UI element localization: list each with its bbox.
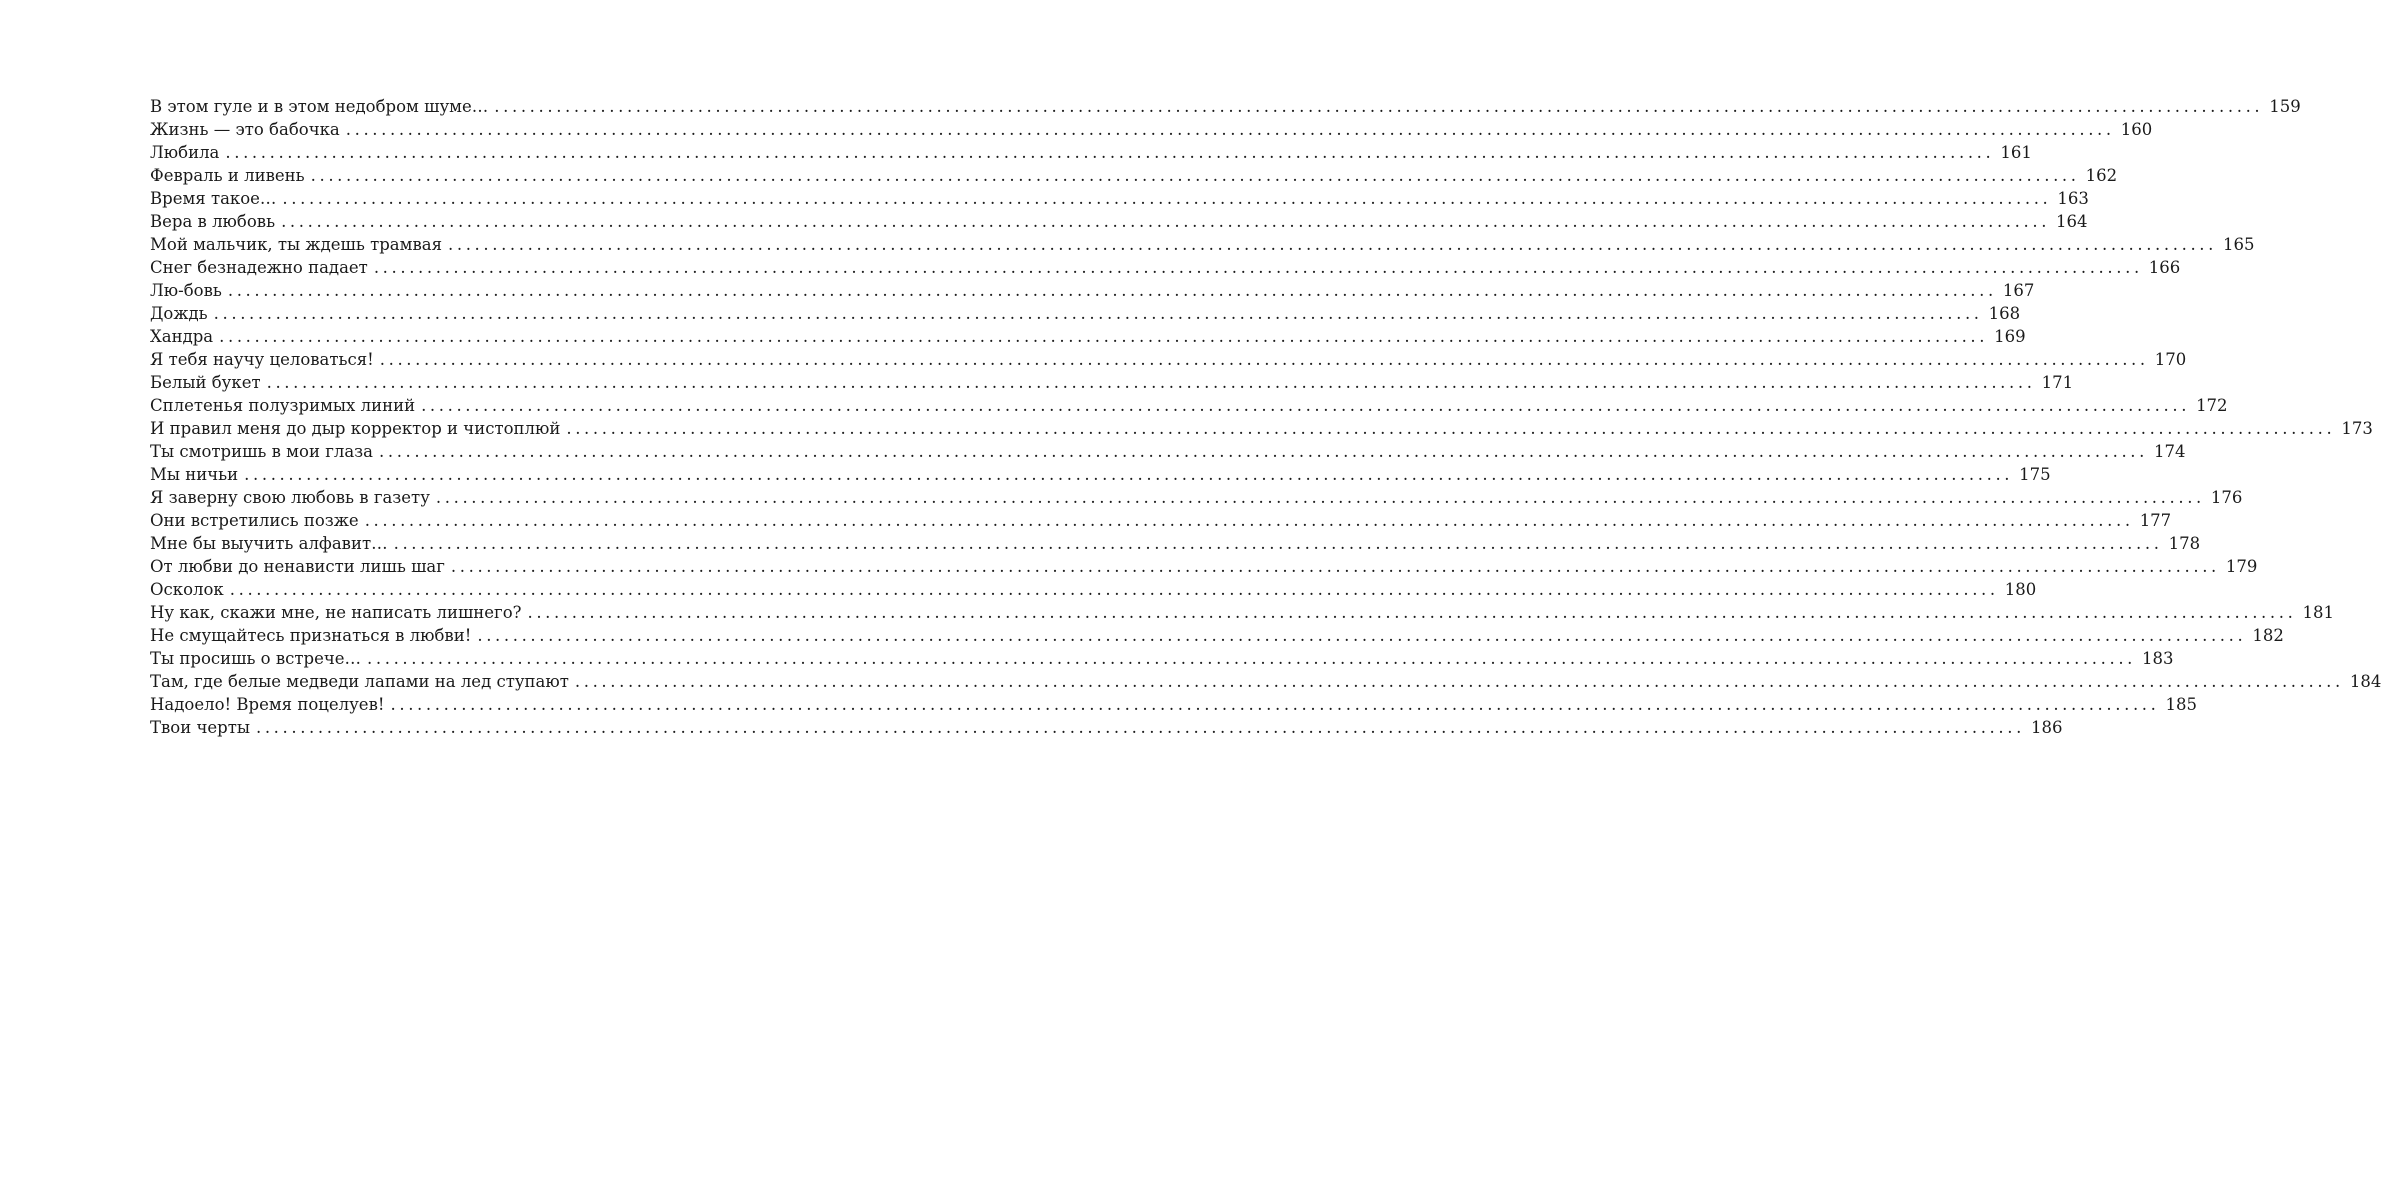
toc-entry-title: Твои черты (150, 718, 250, 737)
toc-entry-page-number: 164 (2056, 212, 2088, 231)
toc-entry-page-number: 175 (2019, 465, 2051, 484)
toc-dot-leader: ........................................................................................................................................................................................................ (477, 626, 2247, 645)
toc-entry-title: Надоело! Время поцелуев! (150, 695, 385, 714)
toc-dot-leader: ........................................................................................................................................................................................................ (373, 258, 2143, 277)
toc-entry-page-number: 180 (2004, 580, 2037, 599)
toc-entry (150, 210, 2088, 233)
toc-entry-title: Ну как, скажи мне, не написать лишнего? (150, 603, 522, 622)
toc-entry (150, 302, 2021, 325)
toc-entry (150, 624, 2284, 647)
toc-entry-title: Белый букет (150, 373, 261, 392)
toc-dot-leader: ........................................................................................................................................................................................................ (527, 603, 2297, 622)
toc-entry (150, 371, 2074, 394)
toc-entry-title: И правил меня до дыр корректор и чистоплюй (150, 419, 561, 438)
toc-entry (150, 279, 2035, 302)
toc-entry-page-number: 176 (2210, 488, 2243, 507)
toc-entry-page-number: 186 (2030, 718, 2063, 737)
toc-dot-leader: ........................................................................................................................................................................................................ (281, 212, 2051, 231)
toc-entry-title: Дождь (150, 304, 208, 323)
toc-entry (150, 394, 2228, 417)
toc-entry-page-number: 179 (2225, 557, 2258, 576)
toc-dot-leader: ........................................................................................................................................................................................................ (227, 281, 1997, 300)
toc-entry (150, 578, 2037, 601)
toc-entry (150, 348, 2187, 371)
toc-entry-page-number: 170 (2154, 350, 2187, 369)
toc-dot-leader: ........................................................................................................................................................................................................ (379, 442, 2148, 461)
toc-entry-page-number: 171 (2041, 373, 2074, 392)
toc-entry (150, 325, 2026, 348)
table-of-contents (150, 95, 2381, 739)
toc-entry (150, 118, 2153, 141)
toc-dot-leader: ........................................................................................................................................................................................................ (390, 695, 2160, 714)
toc-dot-leader: ........................................................................................................................................................................................................ (345, 120, 2115, 139)
toc-entry-title: Не смущайтесь признаться в любви! (150, 626, 472, 645)
toc-dot-leader: ........................................................................................................................................................................................................ (266, 373, 2036, 392)
toc-dot-leader: ........................................................................................................................................................................................................ (219, 327, 1989, 346)
toc-entry-page-number: 166 (2148, 258, 2181, 277)
toc-entry-page-number: 160 (2120, 120, 2153, 139)
toc-entry-page-number: 169 (1994, 327, 2026, 346)
toc-entry-title: Февраль и ливень (150, 166, 305, 185)
toc-entry-title: Там, где белые медведи лапами на лед ступают (150, 672, 569, 691)
toc-entry-title: Я тебя научу целоваться! (150, 350, 374, 369)
toc-entry (150, 601, 2334, 624)
toc-entry-title: Лю-бовь (150, 281, 222, 300)
toc-entry-title: Осколок (150, 580, 224, 599)
toc-entry-title: Любила (150, 143, 220, 162)
toc-dot-leader: ........................................................................................................................................................................................................ (494, 97, 2264, 116)
toc-dot-leader: ........................................................................................................................................................................................................ (393, 534, 2163, 553)
toc-dot-leader: ........................................................................................................................................................................................................ (310, 166, 2080, 185)
toc-entry-title: Мне бы выучить алфавит… (150, 534, 388, 553)
toc-entry (150, 532, 2201, 555)
toc-dot-leader: ........................................................................................................................................................................................................ (255, 718, 2025, 737)
toc-entry-page-number: 182 (2252, 626, 2284, 645)
toc-entry (150, 509, 2172, 532)
toc-entry-title: Мой мальчик, ты ждешь трамвая (150, 235, 442, 254)
toc-entry (150, 440, 2186, 463)
toc-entry-title: Время такое… (150, 189, 277, 208)
toc-entry-page-number: 161 (2000, 143, 2032, 162)
toc-entry (150, 486, 2243, 509)
toc-entry-page-number: 185 (2165, 695, 2197, 714)
toc-entry-title: Ты просишь о встрече… (150, 649, 362, 668)
toc-dot-leader: ........................................................................................................................................................................................................ (435, 488, 2205, 507)
toc-entry (150, 647, 2174, 670)
toc-dot-leader: ........................................................................................................................................................................................................ (282, 189, 2052, 208)
toc-dot-leader: ........................................................................................................................................................................................................ (450, 557, 2220, 576)
toc-entry (150, 670, 2381, 693)
toc-dot-leader: ........................................................................................................................................................................................................ (379, 350, 2149, 369)
toc-dot-leader: ........................................................................................................................................................................................................ (367, 649, 2137, 668)
toc-entry-title: Снег безнадежно падает (150, 258, 368, 277)
toc-entry (150, 256, 2181, 279)
toc-dot-leader: ........................................................................................................................................................................................................ (574, 672, 2344, 691)
toc-dot-leader: ........................................................................................................................................................................................................ (566, 419, 2336, 438)
toc-entry-title: От любви до ненависти лишь шаг (150, 557, 445, 576)
toc-entry-title: Сплетенья полузримых линий (150, 396, 416, 415)
toc-entry (150, 693, 2197, 716)
toc-dot-leader: ........................................................................................................................................................................................................ (364, 511, 2134, 530)
toc-entry-title: Жизнь — это бабочка (150, 120, 340, 139)
toc-entry-page-number: 162 (2085, 166, 2118, 185)
toc-dot-leader: ........................................................................................................................................................................................................ (225, 143, 1995, 162)
toc-entry-page-number: 163 (2057, 189, 2089, 208)
toc-entry-title: Мы ничьи (150, 465, 239, 484)
toc-entry (150, 716, 2063, 739)
toc-entry (150, 164, 2118, 187)
toc-entry-page-number: 173 (2341, 419, 2373, 438)
toc-entry-page-number: 177 (2139, 511, 2172, 530)
toc-dot-leader: ........................................................................................................................................................................................................ (213, 304, 1983, 323)
toc-entry-page-number: 184 (2349, 672, 2381, 691)
toc-entry-page-number: 178 (2168, 534, 2201, 553)
toc-entry-page-number: 172 (2196, 396, 2228, 415)
toc-entry-page-number: 167 (2002, 281, 2035, 300)
toc-entry-page-number: 165 (2222, 235, 2255, 254)
toc-dot-leader: ........................................................................................................................................................................................................ (229, 580, 1999, 599)
toc-entry-page-number: 181 (2302, 603, 2334, 622)
toc-entry (150, 141, 2032, 164)
toc-dot-leader: ........................................................................................................................................................................................................ (448, 235, 2217, 254)
toc-entry-title: Они встретились позже (150, 511, 359, 530)
toc-entry-page-number: 159 (2269, 97, 2301, 116)
toc-entry-page-number: 168 (1988, 304, 2021, 323)
toc-entry-page-number: 174 (2153, 442, 2186, 461)
toc-entry-title: Ты смотришь в мои глаза (150, 442, 373, 461)
toc-entry (150, 463, 2051, 486)
toc-entry (150, 187, 2089, 210)
toc-entry (150, 555, 2258, 578)
toc-entry (150, 95, 2301, 118)
toc-entry-title: Вера в любовь (150, 212, 276, 231)
toc-entry-title: В этом гуле и в этом недобром шуме… (150, 97, 489, 116)
toc-entry-page-number: 183 (2142, 649, 2174, 668)
toc-entry (150, 417, 2373, 440)
toc-entry-title: Хандра (150, 327, 214, 346)
toc-dot-leader: ........................................................................................................................................................................................................ (421, 396, 2191, 415)
toc-entry (150, 233, 2255, 256)
toc-dot-leader: ........................................................................................................................................................................................................ (244, 465, 2014, 484)
toc-entry-title: Я заверну свою любовь в газету (150, 488, 430, 507)
